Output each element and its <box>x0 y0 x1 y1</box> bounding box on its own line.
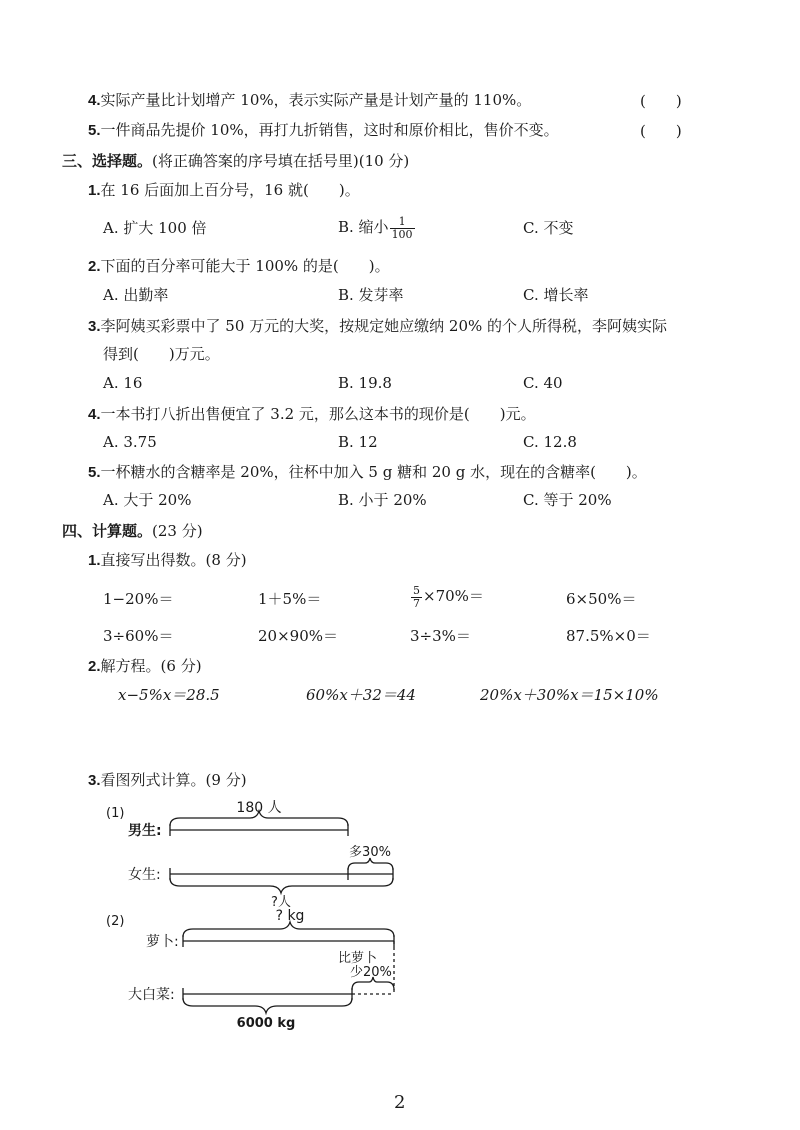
question-text: 直接写出得数。 <box>100 551 206 569</box>
option-b[interactable] <box>338 212 416 242</box>
option-a[interactable]: A. 出勤率 <box>103 286 169 304</box>
cabbage-amount-label: 6000 kg <box>236 1016 296 1031</box>
girls-bottom-brace <box>170 878 393 893</box>
page-number: 2 <box>394 1092 406 1113</box>
answer-paren[interactable]: ( ) <box>640 92 682 110</box>
question-text: 解方程。 <box>100 657 161 675</box>
question-number: 3. <box>88 318 101 335</box>
option-a[interactable]: A. 大于 20% <box>103 491 192 509</box>
question-text-cont: 得到( )万元。 <box>103 345 220 363</box>
more-label: 多30% <box>349 845 391 860</box>
equation[interactable]: 20%x＋30%x＝15×10% <box>480 686 659 704</box>
question-number: 3. <box>88 772 101 789</box>
radish-line <box>183 935 394 947</box>
radish-unknown-label: ? kg <box>275 908 305 924</box>
option-c[interactable]: C. 不变 <box>523 219 574 237</box>
calc-item[interactable]: 1＋5%＝ <box>258 590 322 608</box>
question-text: 下面的百分率可能大于 100% 的是( )。 <box>100 257 390 275</box>
cabbage-bottom-brace <box>183 998 352 1013</box>
question-score: (6 分) <box>160 657 202 675</box>
radish-label: 萝卜: <box>146 934 179 950</box>
option-c[interactable]: C. 增长率 <box>523 286 589 304</box>
option-b-prefix: B. 缩小 <box>338 218 389 236</box>
question-score: (8 分) <box>205 551 247 569</box>
question-text: 在 16 后面加上百分号，16 就( )。 <box>100 181 360 199</box>
choice-q1 <box>88 180 360 201</box>
choice-q2 <box>88 256 390 277</box>
question-number: 5. <box>88 122 101 139</box>
calc-p1-heading <box>88 550 247 571</box>
fraction <box>390 216 415 241</box>
option-a[interactable]: A. 扩大 100 倍 <box>103 219 207 237</box>
section-note: (将正确答案的序号填在括号里)(10 分) <box>152 152 410 170</box>
question-text: 一杯糖水的含糖率是 20%，往杯中加入 5 g 糖和 20 g 水，现在的含糖率( )。 <box>100 463 647 481</box>
unknown-label: ?人 <box>271 895 291 910</box>
calc-item[interactable]: 87.5%×0＝ <box>566 627 651 645</box>
fraction <box>411 585 422 610</box>
radish-brace <box>183 922 394 937</box>
less-label-1: 比萝卜 <box>338 951 378 966</box>
diagram-1-label: (1) <box>106 806 125 821</box>
option-a[interactable]: A. 3.75 <box>103 433 157 451</box>
section-3-title <box>62 150 409 171</box>
option-a[interactable]: A. 16 <box>103 374 143 392</box>
option-b[interactable]: B. 19.8 <box>338 374 392 392</box>
judge-q5 <box>88 120 559 141</box>
boys-line <box>170 824 348 836</box>
fraction-numerator: 5 <box>413 583 420 597</box>
calc-item[interactable]: 3÷3%＝ <box>410 627 471 645</box>
equation[interactable]: x−5%x＝28.5 <box>118 686 220 704</box>
diagram-2-label: (2) <box>106 914 125 929</box>
question-number: 4. <box>88 92 101 109</box>
question-number: 2. <box>88 658 101 675</box>
line-diagrams <box>0 790 800 1040</box>
option-c[interactable]: C. 等于 20% <box>523 491 612 509</box>
cabbage-line <box>183 988 352 1000</box>
section-heading: 三、选择题。 <box>62 152 153 170</box>
less-label-2: 少20% <box>350 965 392 980</box>
calc-item[interactable]: 20×90%＝ <box>258 627 338 645</box>
question-number: 5. <box>88 464 101 481</box>
option-b[interactable]: B. 小于 20% <box>338 491 427 509</box>
option-c[interactable]: C. 40 <box>523 374 563 392</box>
question-text: 李阿姨买彩票中了 50 万元的大奖，按规定她应缴纳 20% 的个人所得税，李阿姨实际 <box>100 317 668 335</box>
equation[interactable]: 60%x＋32＝44 <box>306 686 416 704</box>
question-text: 看图列式计算。 <box>100 771 206 789</box>
calc-expression: ×70%＝ <box>423 587 484 605</box>
calc-p3-heading <box>88 770 247 791</box>
total-label: 180 人 <box>236 800 282 816</box>
boys-label: 男生: <box>128 823 162 839</box>
question-text: 实际产量比计划增产 10%，表示实际产量是计划产量的 110%。 <box>100 91 532 109</box>
choice-q4 <box>88 404 536 425</box>
question-number: 1. <box>88 182 101 199</box>
calc-item-fraction[interactable] <box>410 580 484 612</box>
calc-item[interactable]: 1−20%＝ <box>103 590 174 608</box>
section-heading: 四、计算题。 <box>62 522 153 540</box>
option-b[interactable]: B. 发芽率 <box>338 286 404 304</box>
girls-label: 女生: <box>128 867 161 883</box>
choice-q5 <box>88 462 647 483</box>
option-c[interactable]: C. 12.8 <box>523 433 577 451</box>
calc-p2-heading <box>88 656 202 677</box>
question-text: 一件商品先提价 10%，再打九折销售，这时和原价相比，售价不变。 <box>100 121 559 139</box>
question-number: 4. <box>88 406 101 423</box>
fraction-denominator: 7 <box>413 596 420 610</box>
question-number: 1. <box>88 552 101 569</box>
question-text: 一本书打八折出售便宜了 3.2 元，那么这本书的现价是( )元。 <box>100 405 536 423</box>
fraction-numerator: 1 <box>390 216 415 229</box>
fraction-denominator: 100 <box>391 227 413 241</box>
section-note: (23 分) <box>152 522 203 540</box>
question-number: 2. <box>88 258 101 275</box>
section-4-title <box>62 520 203 541</box>
judge-q4 <box>88 90 531 111</box>
option-b[interactable]: B. 12 <box>338 433 378 451</box>
choice-q3 <box>88 316 667 337</box>
calc-item[interactable]: 6×50%＝ <box>566 590 637 608</box>
calc-item[interactable]: 3÷60%＝ <box>103 627 174 645</box>
cabbage-label: 大白菜: <box>128 987 175 1003</box>
girls-line <box>170 868 393 880</box>
answer-paren[interactable]: ( ) <box>640 122 682 140</box>
question-score: (9 分) <box>205 771 247 789</box>
